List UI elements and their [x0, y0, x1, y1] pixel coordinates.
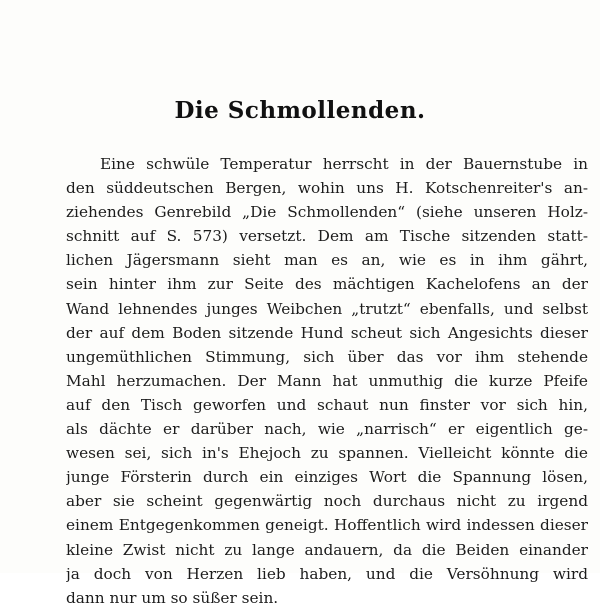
text-line: kleine Zwist nicht zu lange andauern, da die Beiden einander [66, 540, 588, 559]
text-line: Mahl herzumachen. Der Mann hat unmuthig die kurze Pfeife [66, 371, 588, 390]
text-line: auf den Tisch geworfen und schaut nun finster vor sich hin, [66, 395, 588, 414]
text-line: lichen Jägersmann sieht man es an, wie es in ihm gährt, [66, 251, 588, 270]
text-line: Wand lehnendes junges Weibchen „trutzt“ ebenfalls, und selbst [66, 299, 588, 318]
text-line: ziehendes Genrebild „Die Schmollenden“ (siehe unseren Holz- [66, 203, 588, 222]
text-line: schnitt auf S. 573) versetzt. Dem am Tische sitzenden statt- [66, 227, 588, 246]
text-line: ja doch von Herzen lieb haben, und die Versöhnung wird [66, 564, 588, 583]
text-line: den süddeutschen Bergen, wohin uns H. Kotschenreiter's an- [66, 179, 588, 198]
text-line: einem Entgegenkommen geneigt. Hoffentlich wird indessen dieser [66, 516, 588, 535]
text-line: der auf dem Boden sitzende Hund scheut sich Angesichts dieser [66, 323, 588, 342]
text-line: Eine schwüle Temperatur herrscht in der Bauernstube in [100, 155, 588, 173]
text-line: sein hinter ihm zur Seite des mächtigen Kachelofens an der [66, 275, 588, 294]
article-title: Die Schmollenden. [174, 97, 426, 125]
text-line: ungemüthlichen Stimmung, sich über das vor ihm stehende [66, 347, 588, 366]
article-body [66, 152, 588, 610]
text-line: als dächte er darüber nach, wie „narrisch“ er eigentlich ge- [66, 420, 588, 439]
text-line: wesen sei, sich in's Ehejoch zu spannen. Vielleicht könnte die [66, 444, 588, 463]
text-line: aber sie scheint gegenwärtig noch durchaus nicht zu irgend [66, 492, 588, 511]
text-line: junge Försterin durch ein einziges Wort die Spannung lösen, [66, 468, 588, 487]
text-line: dann nur um so süßer sein. [66, 588, 279, 607]
